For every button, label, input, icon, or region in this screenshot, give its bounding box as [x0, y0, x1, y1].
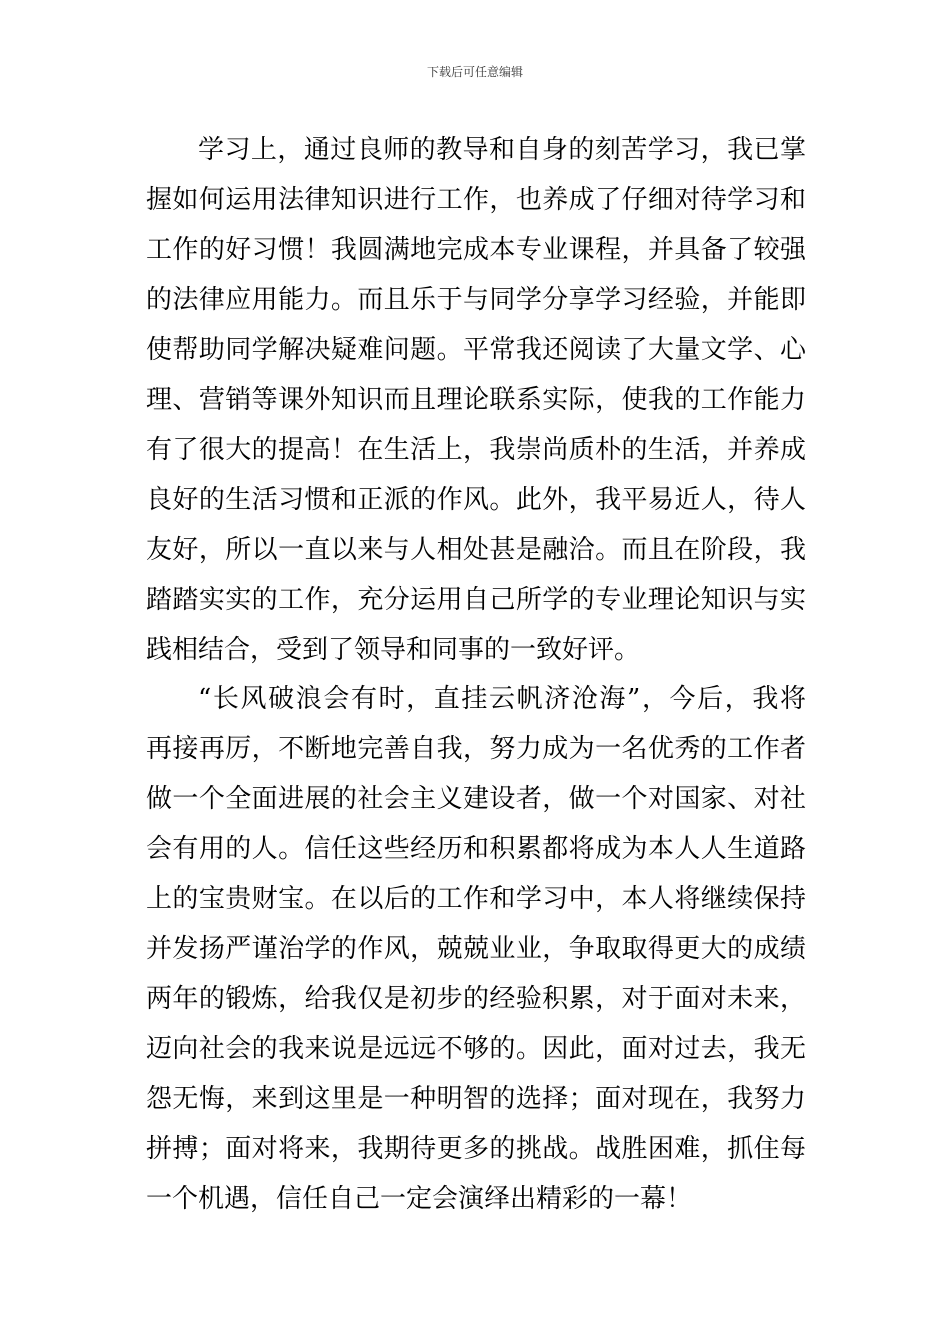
text-line: 工作的好习惯！我圆满地完成本专业课程，并具备了较强: [146, 235, 806, 265]
text-line: 做一个全面进展的社会主义建设者，做一个对国家、对社: [146, 784, 806, 814]
text-line: 友好，所以一直以来与人相处甚是融洽。而且在阶段，我: [146, 535, 806, 565]
text-line: 学习上，通过良师的教导和自身的刻苦学习，我已掌: [198, 135, 806, 165]
header-note: 下载后可任意编辑: [426, 65, 523, 79]
text-line: 一个机遇，信任自己一定会演绎出精彩的一幕！: [146, 1184, 693, 1214]
text-line: 上的宝贵财宝。在以后的工作和学习中，本人将继续保持: [146, 884, 806, 914]
text-line: 践相结合，受到了领导和同事的一致好评。: [146, 635, 641, 665]
text-line: 再接再厉，不断地完善自我，努力成为一名优秀的工作者: [146, 734, 806, 764]
text-line: 两年的锻炼，给我仅是初步的经验积累，对于面对未来，: [146, 984, 806, 1014]
text-line: 踏踏实实的工作，充分运用自己所学的专业理论知识与实: [146, 585, 806, 615]
text-line: 的法律应用能力。而且乐于与同学分享学习经验，并能即: [146, 285, 806, 315]
text-line: 理、营销等课外知识而且理论联系实际，使我的工作能力: [146, 385, 806, 415]
text-line: 良好的生活习惯和正派的作风。此外，我平易近人，待人: [146, 485, 806, 515]
text-line: 拼搏；面对将来，我期待更多的挑战。战胜困难，抓住每: [146, 1134, 806, 1164]
text-line: 握如何运用法律知识进行工作，也养成了仔细对待学习和: [146, 185, 806, 215]
text-line: “长风破浪会有时，直挂云帆济沧海”，今后，我将: [198, 684, 806, 714]
text-line: 怨无悔，来到这里是一种明智的选择；面对现在，我努力: [146, 1084, 806, 1114]
text-line: 并发扬严谨治学的作风，兢兢业业，争取取得更大的成绩: [146, 934, 806, 964]
text-line: 有了很大的提高！在生活上，我崇尚质朴的生活，并养成: [146, 435, 806, 465]
text-line: 会有用的人。信任这些经历和积累都将成为本人人生道路: [146, 834, 806, 864]
text-line: 迈向社会的我来说是远远不够的。因此，面对过去，我无: [146, 1034, 806, 1064]
text-line: 使帮助同学解决疑难问题。平常我还阅读了大量文学、心: [146, 335, 806, 365]
